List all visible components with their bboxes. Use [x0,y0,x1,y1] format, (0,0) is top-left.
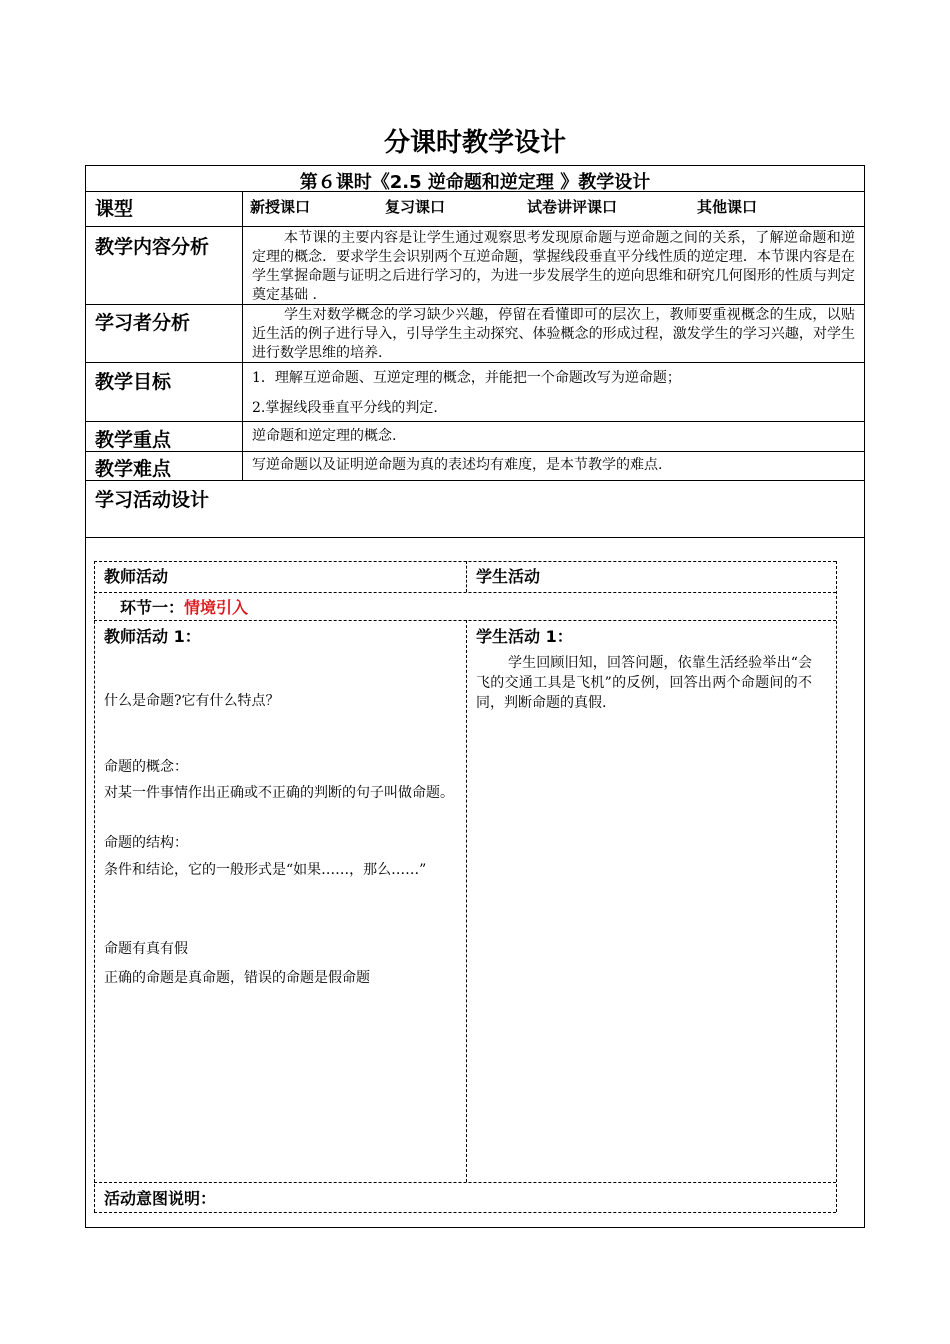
teacher-question: 什么是命题?它有什么特点？ [104,693,280,709]
teacher-activity-header: 教师活动 [104,567,169,586]
activity-table-border [466,561,467,592]
section-name: 情境引入 [184,598,249,617]
concept-text: 对某一件事情作出正确或不正确的判断的句子叫做命题。 [104,785,454,801]
activity-table-border [466,620,467,1182]
truth-text: 正确的命题是真命题，错误的命题是假命题 [104,970,370,986]
course-type-option: 其他课口 [697,198,758,216]
concept-label: 命题的概念： [104,759,188,775]
course-type-option: 试卷讲评课口 [527,198,618,216]
structure-label: 命题的结构： [104,835,188,851]
key-points-text: 逆命题和逆定理的概念. [252,428,397,444]
content-analysis-text: 本节课的主要内容是让学生通过观察思考发现原命题与逆命题之间的关系，了解逆命题和逆定理的概念．要求学生会识别两个互逆命题，掌握线段垂直平分线性质的逆定理．本节课内容是在学生掌握命题与证明之后进行学习的，为进一步发展学生的逆向思维和研究几何图形的性质与判定奠定基础 . [252,230,855,303]
course-type-option: 复习课口 [385,198,446,216]
course-type-option: 新授课口 [250,198,311,216]
activity-table-border [94,592,836,593]
objective-item: 2.掌握线段垂直平分线的判定. [252,400,438,416]
difficulties-label: 教学难点 [95,458,172,480]
row-divider [85,226,865,227]
teacher-activity-title: 教师活动 1： [104,627,201,646]
student-activity-header: 学生活动 [476,567,541,586]
truth-label: 命题有真有假 [104,941,188,957]
section-prefix: 环节一： [120,598,185,617]
learner-analysis-text: 学生对数学概念的学习缺少兴趣，停留在看懂即可的层次上，教师要重视概念的生成，以贴近生活的例子进行导入，引导学生主动探究、体验概念的形成过程，激发学生的学习兴趣，对学生进行数学思维的培养. [252,307,855,361]
row-divider [85,451,865,452]
activity-table-border [94,1212,836,1213]
activity-table-border [94,561,836,562]
section-heading [120,595,248,618]
activity-table-border [94,1182,836,1183]
key-points-label: 教学重点 [95,429,172,451]
row-divider [85,480,865,481]
course-type-label: 课型 [95,198,134,220]
row-divider [85,537,865,538]
student-activity-text: 学生回顾旧知，回答问题，依靠生活经验举出“会飞的交通工具是飞机”的反例，回答出两个命题间的不同，判断命题的真假. [476,655,812,711]
learner-analysis-label: 学习者分析 [95,312,191,334]
activity-table-border [836,561,837,1212]
difficulties-text: 写逆命题以及证明逆命题为真的表述均有难度，是本节教学的难点. [252,457,663,473]
column-divider [242,191,243,480]
row-divider [85,421,865,422]
activity-table-border [94,620,836,621]
content-analysis-label: 教学内容分析 [95,236,210,258]
activity-table-border [94,561,95,1212]
objective-item: 1．理解互逆命题、互逆定理的概念，并能把一个命题改写为逆命题； [252,370,681,386]
structure-text: 条件和结论，它的一般形式是“如果……，那么……” [104,862,427,878]
objectives-label: 教学目标 [95,371,172,393]
lesson-title: 第６课时《2.5 逆命题和逆定理 》教学设计 [299,172,651,193]
student-activity-title: 学生活动 1： [476,627,573,646]
page-title: 分课时教学设计 [383,128,566,158]
activity-intent-label: 活动意图说明： [104,1189,217,1208]
activity-design-label: 学习活动设计 [95,489,210,511]
